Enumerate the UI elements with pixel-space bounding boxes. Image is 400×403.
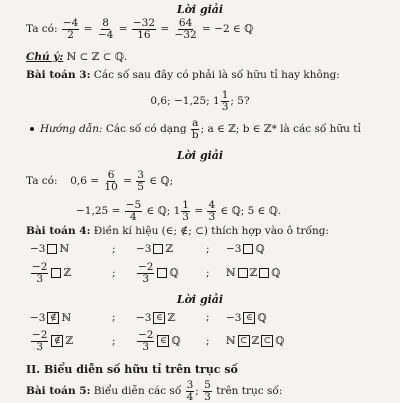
answer-box: ⊂ [261, 335, 273, 347]
fraction: $\frac{1}{3}$ [221, 89, 229, 113]
problem-3-label: Bài toán 3: [26, 69, 91, 81]
exercise-item: $\frac{-2}{3}$ ℚ [138, 261, 179, 285]
exercise-item: −3 ℕ [30, 243, 70, 255]
blank-box[interactable] [238, 268, 248, 278]
hint-line: Hướng dẫn: Các số có dạng $\frac{a}{b}$ ; a ∈ ℤ; b ∈ ℤ* là các số hữu tỉ [30, 118, 361, 140]
note-line [26, 52, 127, 64]
exercise-item: $\frac{-2}{3}$ ℤ [32, 261, 72, 285]
answer-item: $\frac{-2}{3}$ ∈ ℚ [138, 329, 181, 353]
exercise-item: −3 ℚ [226, 243, 265, 255]
blank-box[interactable] [259, 268, 269, 278]
fraction: $\frac{3}{5}$ [137, 169, 144, 193]
problem-4-text: Điền kí hiệu (∈; ∉; ⊂) thích hợp vào ô trống: [93, 225, 329, 237]
answer-item: ℕ ⊂ ℤ ⊂ ℚ [226, 335, 285, 347]
note-label: Chú ý: [26, 51, 64, 63]
problem-5-label: Bài toán 5: [26, 385, 91, 397]
blank-box[interactable] [157, 268, 167, 278]
fraction: $\frac{-5}{4}$ [125, 199, 142, 223]
answer-box: ∈ [243, 312, 255, 324]
fraction: $\frac{1}{3}$ [182, 199, 189, 223]
fraction: $\frac{-2}{3}$ [32, 329, 48, 353]
ta-co-label: Ta có: [26, 23, 58, 35]
fraction: $\frac{5}{3}$ [204, 379, 211, 403]
blank-box[interactable] [243, 244, 253, 254]
separator: ; [206, 243, 210, 255]
fraction: $\frac{64}{-32}$ [174, 17, 197, 41]
solution-heading: Lời giải [176, 3, 224, 16]
fraction: $\frac{-4}{2}$ [62, 17, 79, 41]
answer-item: −3 ∉ ℕ [30, 312, 72, 324]
blank-box[interactable] [47, 244, 57, 254]
problem-3-numbers: 0,6; −1,25; 1 $\frac{1}{3}$ ; 5? [150, 89, 250, 113]
solution-3-line-1: Ta có: 0,6 = $\frac{6}{10}$ = $\frac{3}{5}$ ∈ ℚ; [26, 169, 174, 193]
separator: ; [112, 311, 116, 323]
fraction: $\frac{8}{-4}$ [97, 17, 114, 41]
answer-item: $\frac{-2}{3}$ ∉ ℤ [32, 329, 74, 353]
separator: ; [206, 267, 210, 279]
fraction: $\frac{3}{4}$ [186, 379, 194, 403]
separator: ; [112, 267, 116, 279]
answer-box: ∈ [153, 312, 165, 324]
problem-3-text: Các số sau đây có phải là số hữu tỉ hay không: [93, 69, 340, 81]
fraction: $\frac{-2}{3}$ [32, 261, 48, 285]
fraction-equality-line: Ta có: $\frac{-4}{2}$ = $\frac{8}{-4}$ = $\frac{-32}{16}$ = $\frac{64}{-32}$ = −2 ∈ ℚ [26, 17, 254, 41]
separator: ; [112, 335, 116, 347]
exercise-item: −3 ℤ [136, 243, 174, 255]
fraction: $\frac{-32}{16}$ [132, 17, 156, 41]
fraction: $\frac{6}{10}$ [104, 169, 118, 193]
solution-heading: Lời giải [176, 149, 224, 162]
fraction: $\frac{a}{b}$ [191, 117, 199, 141]
fraction: $\frac{-2}{3}$ [138, 261, 154, 285]
fraction: $\frac{4}{3}$ [208, 199, 216, 223]
solution-heading: Lời giải [176, 293, 224, 306]
answer-item: −3 ∈ ℤ [136, 312, 176, 324]
separator: ; [206, 311, 210, 323]
problem-3 [26, 70, 340, 82]
problem-4 [26, 226, 329, 238]
separator: ; [112, 243, 116, 255]
bullet-icon [30, 127, 34, 131]
blank-box[interactable] [51, 268, 61, 278]
answer-item: −3 ∈ ℚ [226, 312, 267, 324]
section-title: II. Biểu diễn số hữu tỉ trên trục số [26, 363, 238, 376]
solution-3-line-2: −1,25 = $\frac{-5}{4}$ ∈ ℚ; 1 $\frac{1}{3}$ = $\frac{4}{3}$ ∈ ℚ; 5 ∈ ℚ. [76, 199, 282, 223]
hint-label: Hướng dẫn: [40, 123, 103, 135]
blank-box[interactable] [153, 244, 163, 254]
problem-5: Bài toán 5: Biểu diễn các số $\frac{3}{4}$ ; $\frac{5}{3}$ trên trục số: [26, 379, 283, 403]
exercise-item: ℕ ℤ ℚ [226, 267, 281, 279]
answer-box: ∉ [51, 335, 63, 347]
problem-4-label: Bài toán 4: [26, 225, 91, 237]
answer-box: ∈ [157, 335, 169, 347]
answer-box: ⊂ [238, 335, 250, 347]
fraction: $\frac{-2}{3}$ [138, 329, 154, 353]
separator: ; [206, 335, 210, 347]
note-text: ℕ ⊂ ℤ ⊂ ℚ. [66, 51, 128, 63]
answer-box: ∉ [47, 312, 59, 324]
